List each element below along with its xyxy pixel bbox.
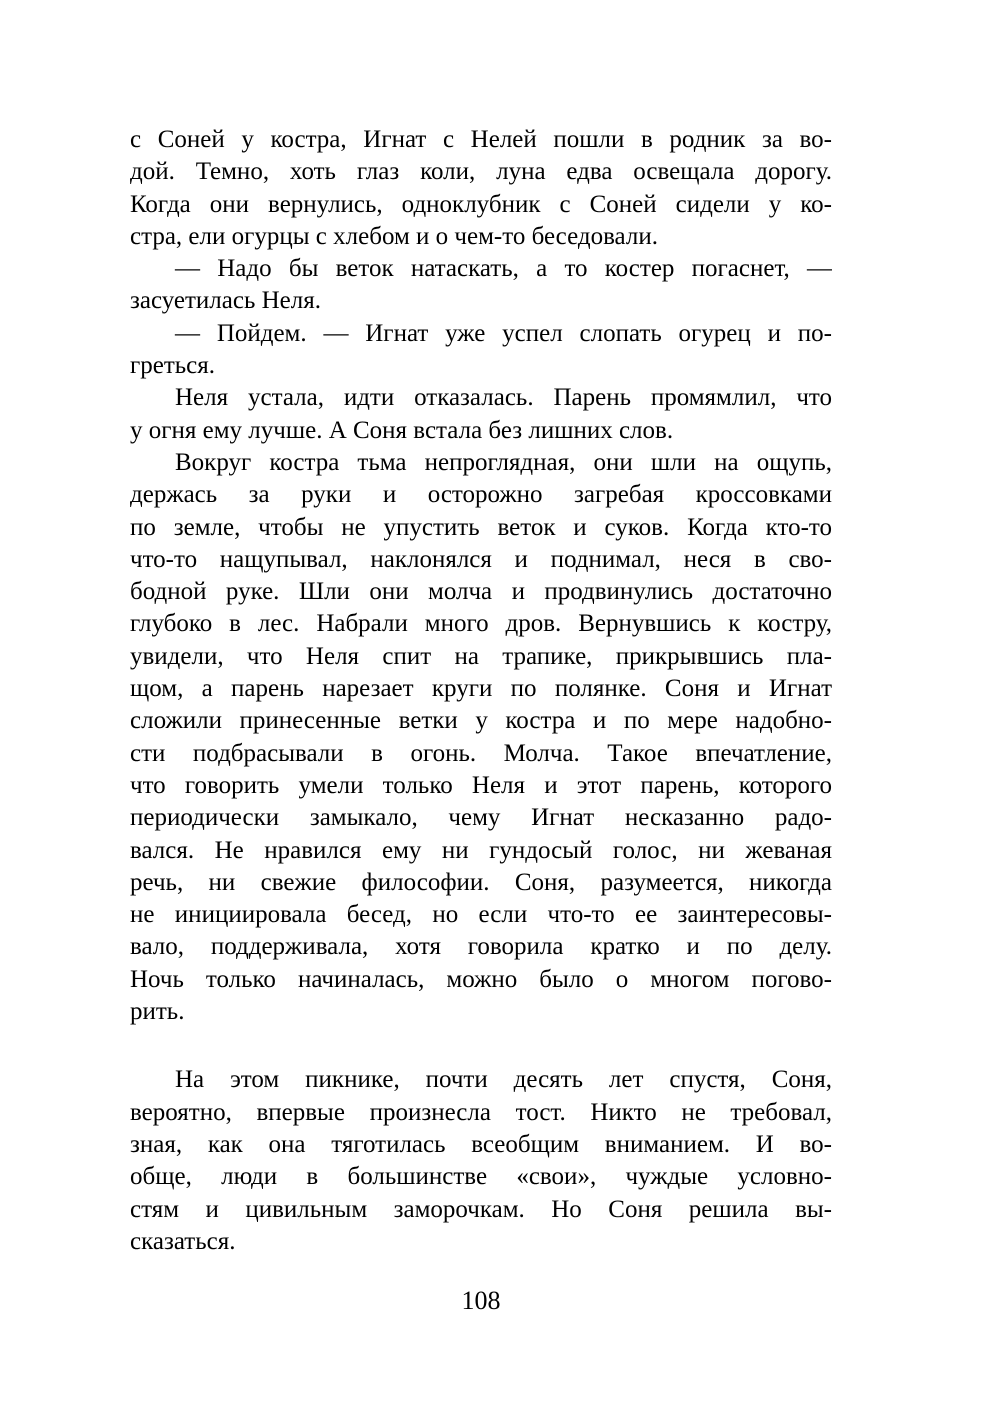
text-line: — Надо бы веток натаскать, а то костер погаснет, —	[175, 255, 832, 283]
text-line: На этом пикнике, почти десять лет спустя, Соня,	[175, 1066, 832, 1094]
text-line: сложили принесенные ветки у костра и по мере надобно-	[130, 707, 832, 735]
text-line: Неля устала, идти отказалась. Парень промямлил, что	[175, 384, 832, 412]
page-number: 108	[461, 1286, 501, 1315]
text-line: у огня ему лучше. А Соня встала без лишних слов.	[130, 416, 674, 444]
text-line: что-то нащупывал, наклонялся и поднимал, неся в сво-	[130, 545, 832, 573]
paragraph	[130, 447, 832, 1028]
text-line: держась за руки и осторожно загребая кроссовками	[130, 481, 832, 509]
text-line: по земле, чтобы не упустить веток и суков. Когда кто-то	[130, 513, 832, 541]
paragraph	[130, 318, 832, 383]
text-line: что говорить умели только Неля и этот парень, которого	[130, 771, 832, 799]
text-line: Ночь только начиналась, можно было о многом погово-	[130, 965, 832, 993]
text-line: речь, ни свежие философии. Соня, разумеется, никогда	[130, 868, 832, 896]
text-line: стям и цивильным заморочкам. Но Соня решила вы-	[130, 1195, 832, 1223]
paragraph	[130, 124, 832, 253]
text-line: Вокруг костра тьма непроглядная, они шли на ощупь,	[175, 448, 832, 476]
text-line: вался. Не нравился ему ни гундосый голос, ни жеваная	[130, 836, 832, 864]
paragraph	[130, 253, 832, 318]
text-line: периодически замыкало, чему Игнат несказанно радо-	[130, 804, 832, 832]
text-line: вероятно, впервые произнесла тост. Никто не требовал,	[130, 1098, 832, 1126]
text-line: рить.	[130, 998, 185, 1026]
body-text	[130, 124, 832, 1258]
text-line: Когда они вернулись, одноклубник с Соней сидели у ко-	[130, 190, 832, 218]
paragraph	[130, 382, 832, 447]
text-line: с Соней у костра, Игнат с Нелей пошли в родник за во-	[130, 126, 832, 153]
text-line: — Пойдем. — Игнат уже успел слопать огурец и по-	[175, 319, 832, 347]
text-line: увидели, что Неля спит на трапике, прикрывшись пла-	[130, 642, 832, 670]
text-line: глубоко в лес. Набрали много дров. Вернувшись к костру,	[130, 610, 832, 638]
text-line: зная, как она тяготилась всеобщим вниманием. И во-	[130, 1130, 832, 1158]
text-line: дой. Темно, хоть глаз коли, луна едва освещала дорогу.	[130, 158, 832, 186]
text-line: не инициировала бесед, но если что-то ее заинтересовы-	[130, 901, 832, 929]
text-line: сти подбрасывали в огонь. Молча. Такое впечатление,	[130, 739, 832, 767]
text-line: бодной руке. Шли они молча и продвинулись достаточно	[130, 578, 832, 606]
text-line: греться.	[130, 352, 216, 380]
text-line: засуетилась Неля.	[130, 287, 322, 315]
paragraph-gap	[130, 1028, 832, 1064]
text-line: обще, люди в большинстве «свои», чуждые условно-	[130, 1163, 832, 1191]
text-line: щом, а парень нарезает круги по полянке. Соня и Игнат	[130, 675, 832, 703]
text-line: вало, поддерживала, хотя говорила кратко и по делу.	[130, 933, 832, 961]
text-line: сказаться.	[130, 1227, 236, 1255]
text-line: стра, ели огурцы с хлебом и о чем-то беседовали.	[130, 222, 658, 250]
paragraph	[130, 1064, 832, 1258]
